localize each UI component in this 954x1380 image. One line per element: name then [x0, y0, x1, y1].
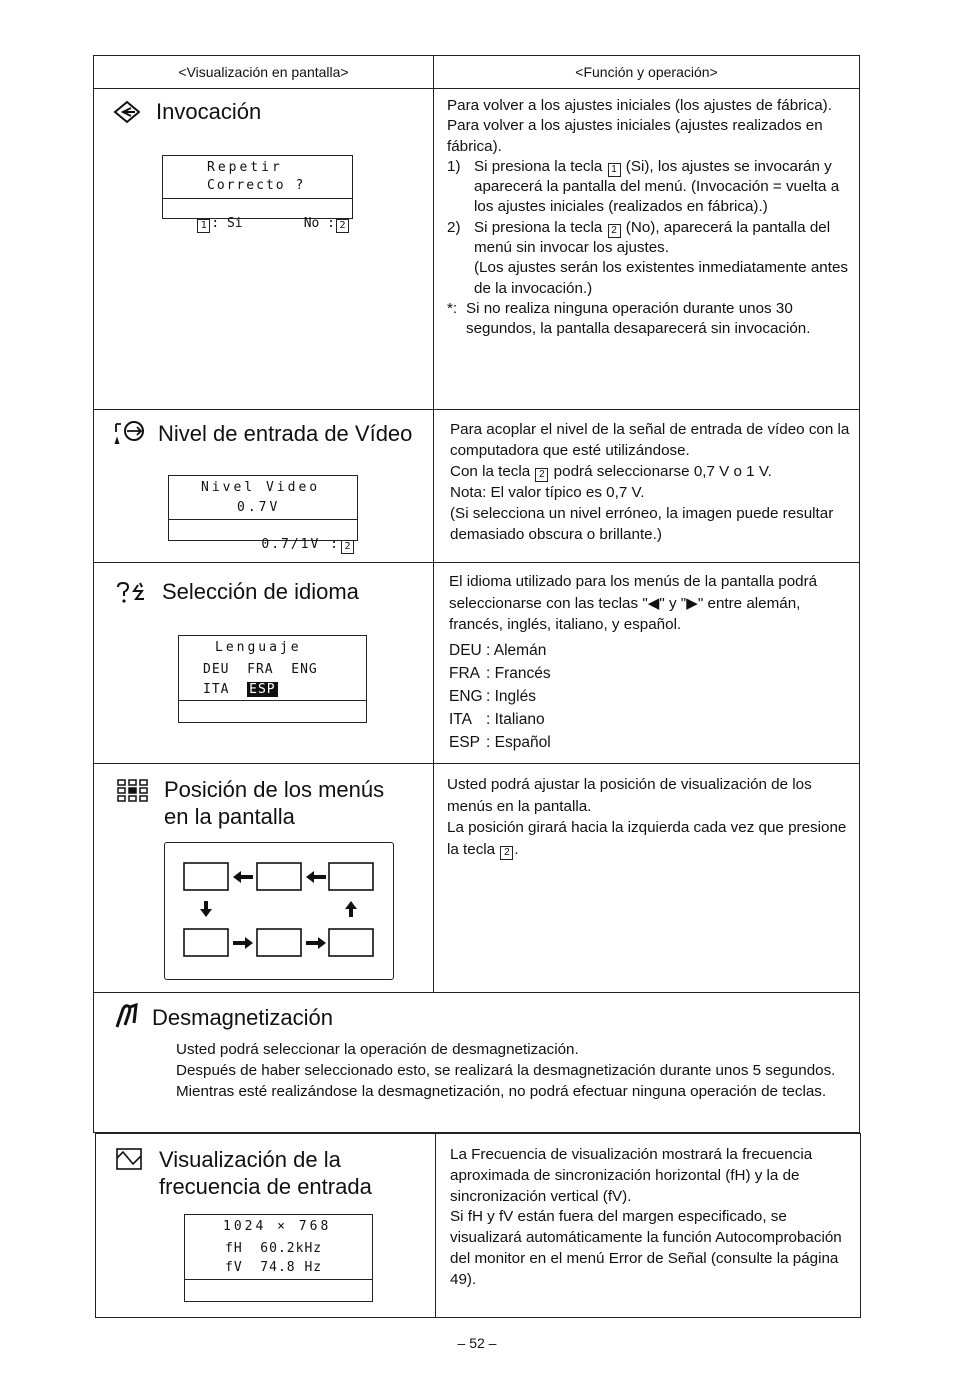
language-icon	[116, 581, 152, 605]
language-sep: :	[486, 711, 491, 728]
key-1-icon: 1	[197, 219, 210, 233]
note	[447, 299, 850, 340]
list-label: 1)	[447, 157, 461, 175]
table2-border-bottom	[95, 1317, 861, 1318]
key-2-icon: 2	[336, 219, 349, 233]
text: .	[514, 840, 519, 858]
table-col-divider	[433, 55, 434, 992]
osd-line: fV 74.8 Hz	[225, 1260, 323, 1275]
paragraph	[447, 817, 852, 860]
paragraph: Usted podrá seleccionar la operación de desmagnetización.	[176, 1041, 579, 1058]
paragraph: Para volver a los ajustes iniciales (ajustes realizados en fábrica).	[447, 117, 823, 155]
table-rule-1	[93, 409, 860, 410]
language-sep: :	[486, 688, 491, 705]
desc-posicion	[447, 774, 852, 860]
frequency-icon	[116, 1148, 142, 1170]
list-text: (Si), los ajustes se invocarán y aparecerá la pantalla del menú. (Invocación = vuelta a los ajustes iniciales (realizados en fábrica).)	[474, 157, 840, 216]
key-2-icon: 2	[341, 540, 354, 554]
osd-frequency-screen	[184, 1214, 373, 1302]
osd-line: ITA	[203, 682, 239, 697]
osd-line: Lenguaje	[215, 640, 302, 655]
language-code: ENG	[449, 688, 483, 705]
osd-line: DEU FRA ENG	[203, 662, 318, 677]
language-name: Francés	[494, 665, 551, 682]
osd-line: 1024 × 768	[223, 1219, 332, 1234]
paragraph: Después de haber seleccionado esto, se realizará la desmagnetización durante unos 5 segundos. Mientras esté realizándose la desmagnetización, no podrá efectuar ninguna operación de teclas.	[176, 1062, 836, 1100]
table2-border-right	[860, 1133, 861, 1317]
header-function-operation: <Función y operación>	[575, 64, 718, 80]
list-text: (No), aparecerá la pantalla del menú sin invocar los ajustes.	[474, 218, 831, 257]
position-diagram-svg	[165, 843, 393, 979]
osd-no-label: No :	[303, 216, 335, 231]
language-code: FRA	[449, 665, 480, 682]
desc-invocacion	[447, 96, 850, 340]
key-2-icon: 2	[500, 846, 513, 860]
desc-nivel	[450, 419, 850, 545]
key-1-icon: 1	[608, 163, 621, 177]
language-name: Español	[494, 734, 551, 751]
language-list	[449, 639, 649, 754]
note-label: *:	[447, 299, 458, 317]
osd-line: 0.7V	[237, 500, 281, 515]
list-label: 2)	[447, 218, 461, 236]
desc-frecuencia	[450, 1145, 848, 1291]
video-level-icon	[113, 418, 147, 446]
recall-icon	[113, 100, 143, 124]
osd-divider	[179, 700, 366, 701]
osd-selected-language: ESP	[249, 682, 276, 697]
text: La posición girará hacia la izquierda cada vez que presione la tecla	[447, 819, 847, 858]
osd-divider	[163, 198, 352, 199]
language-name: Italiano	[494, 711, 545, 728]
table2-border-left	[95, 1133, 96, 1317]
paragraph: Para acoplar el nivel de la señal de entrada de vídeo con la computadora que esté utilizándose.	[450, 421, 850, 459]
osd-language-screen	[178, 635, 367, 723]
paragraph	[450, 461, 850, 482]
list-text: Si presiona la tecla	[474, 218, 603, 236]
section-title-posicion-1: Posición de los menús	[164, 777, 385, 802]
language-code: ITA	[449, 711, 472, 728]
table-header-rule	[93, 88, 860, 89]
menu-position-icon	[117, 779, 151, 803]
language-sep: :	[486, 734, 491, 751]
note-text: Si no realiza ninguna operación durante unos 30 segundos, la pantalla desaparecerá sin invocación.	[466, 299, 811, 338]
section-title-invocacion: Invocación	[156, 99, 262, 124]
key-2-icon: 2	[535, 468, 548, 482]
table-border-right	[859, 55, 860, 1132]
language-code: ESP	[449, 734, 481, 751]
table-border-left	[93, 55, 94, 1132]
osd-line: fH 60.2kHz	[225, 1241, 323, 1256]
language-row	[449, 662, 649, 685]
osd-yes-label: : Si	[211, 216, 243, 231]
header-screen-display: <Visualización en pantalla>	[178, 64, 349, 80]
osd-line: Correcto ?	[207, 178, 306, 193]
text: Con la tecla	[450, 463, 531, 480]
osd-divider	[169, 519, 357, 520]
section-title-frecuencia-1: Visualización de la	[159, 1147, 341, 1172]
paragraph: Nota: El valor típico es 0,7 V.	[450, 484, 645, 501]
list-item	[447, 157, 850, 218]
paragraph: (Si selecciona un nivel erróneo, la imagen puede resultar demasiado obscura o brillante.)	[450, 505, 834, 543]
language-sep: :	[486, 665, 491, 682]
table-rule-3	[93, 763, 860, 764]
paragraph: El idioma utilizado para los menús de la pantalla podrá seleccionarse con las teclas "◀" y "▶" entre alemán, francés, inglés, italiano, y español.	[449, 573, 818, 633]
table-rule-2	[93, 562, 860, 563]
osd-recall-screen	[162, 155, 353, 231]
position-diagram	[164, 842, 394, 980]
language-row	[449, 639, 649, 662]
osd-line: Nivel Video	[201, 480, 321, 495]
degauss-icon	[114, 1003, 140, 1029]
osd-line: Repetir	[207, 160, 283, 175]
language-row	[449, 685, 649, 708]
osd-divider	[185, 1279, 372, 1280]
language-name: Inglés	[494, 688, 536, 705]
osd-line: 0.7/1V :	[261, 537, 340, 552]
language-sep: :	[486, 642, 491, 659]
section-title-idioma: Selección de idioma	[162, 579, 359, 604]
paragraph: La Frecuencia de visualización mostrará la frecuencia aproximada de sincronización horizontal (fH) y la de sincronización vertical (fV).	[450, 1146, 813, 1205]
language-code: DEU	[449, 642, 482, 659]
list-item-continued: (Los ajustes serán los existentes inmediatamente antes de la invocación.)	[474, 259, 848, 297]
paragraph: Si fH y fV están fuera del margen especificado, se visualizará automáticamente la función Autocomprobación del monitor en el menú Error de Señal (consulte la página 49).	[450, 1208, 842, 1288]
list-item	[447, 218, 850, 259]
key-2-icon: 2	[608, 224, 621, 238]
section-title-desmag: Desmagnetización	[152, 1005, 333, 1030]
desc-idioma	[449, 571, 852, 636]
language-row	[449, 708, 649, 731]
paragraph: Para volver a los ajustes iniciales (los ajustes de fábrica).	[447, 97, 832, 114]
language-row	[449, 731, 649, 754]
paragraph: Usted podrá ajustar la posición de visualización de los menús en la pantalla.	[447, 776, 812, 815]
table2-col-divider	[435, 1133, 436, 1317]
list-text: Si presiona la tecla	[474, 157, 603, 175]
section-title-frecuencia-2: frecuencia de entrada	[159, 1174, 372, 1199]
text: podrá seleccionarse 0,7 V o 1 V.	[553, 463, 772, 480]
table2-border-top	[95, 1133, 861, 1134]
table-rule-4	[93, 992, 860, 993]
osd-video-level-screen	[168, 475, 358, 552]
section-title-posicion-2: en la pantalla	[164, 804, 295, 829]
page-number: – 52 –	[457, 1335, 497, 1351]
desc-desmag	[176, 1039, 851, 1102]
section-title-nivel: Nivel de entrada de Vídeo	[158, 421, 413, 446]
language-name: Alemán	[493, 642, 547, 659]
